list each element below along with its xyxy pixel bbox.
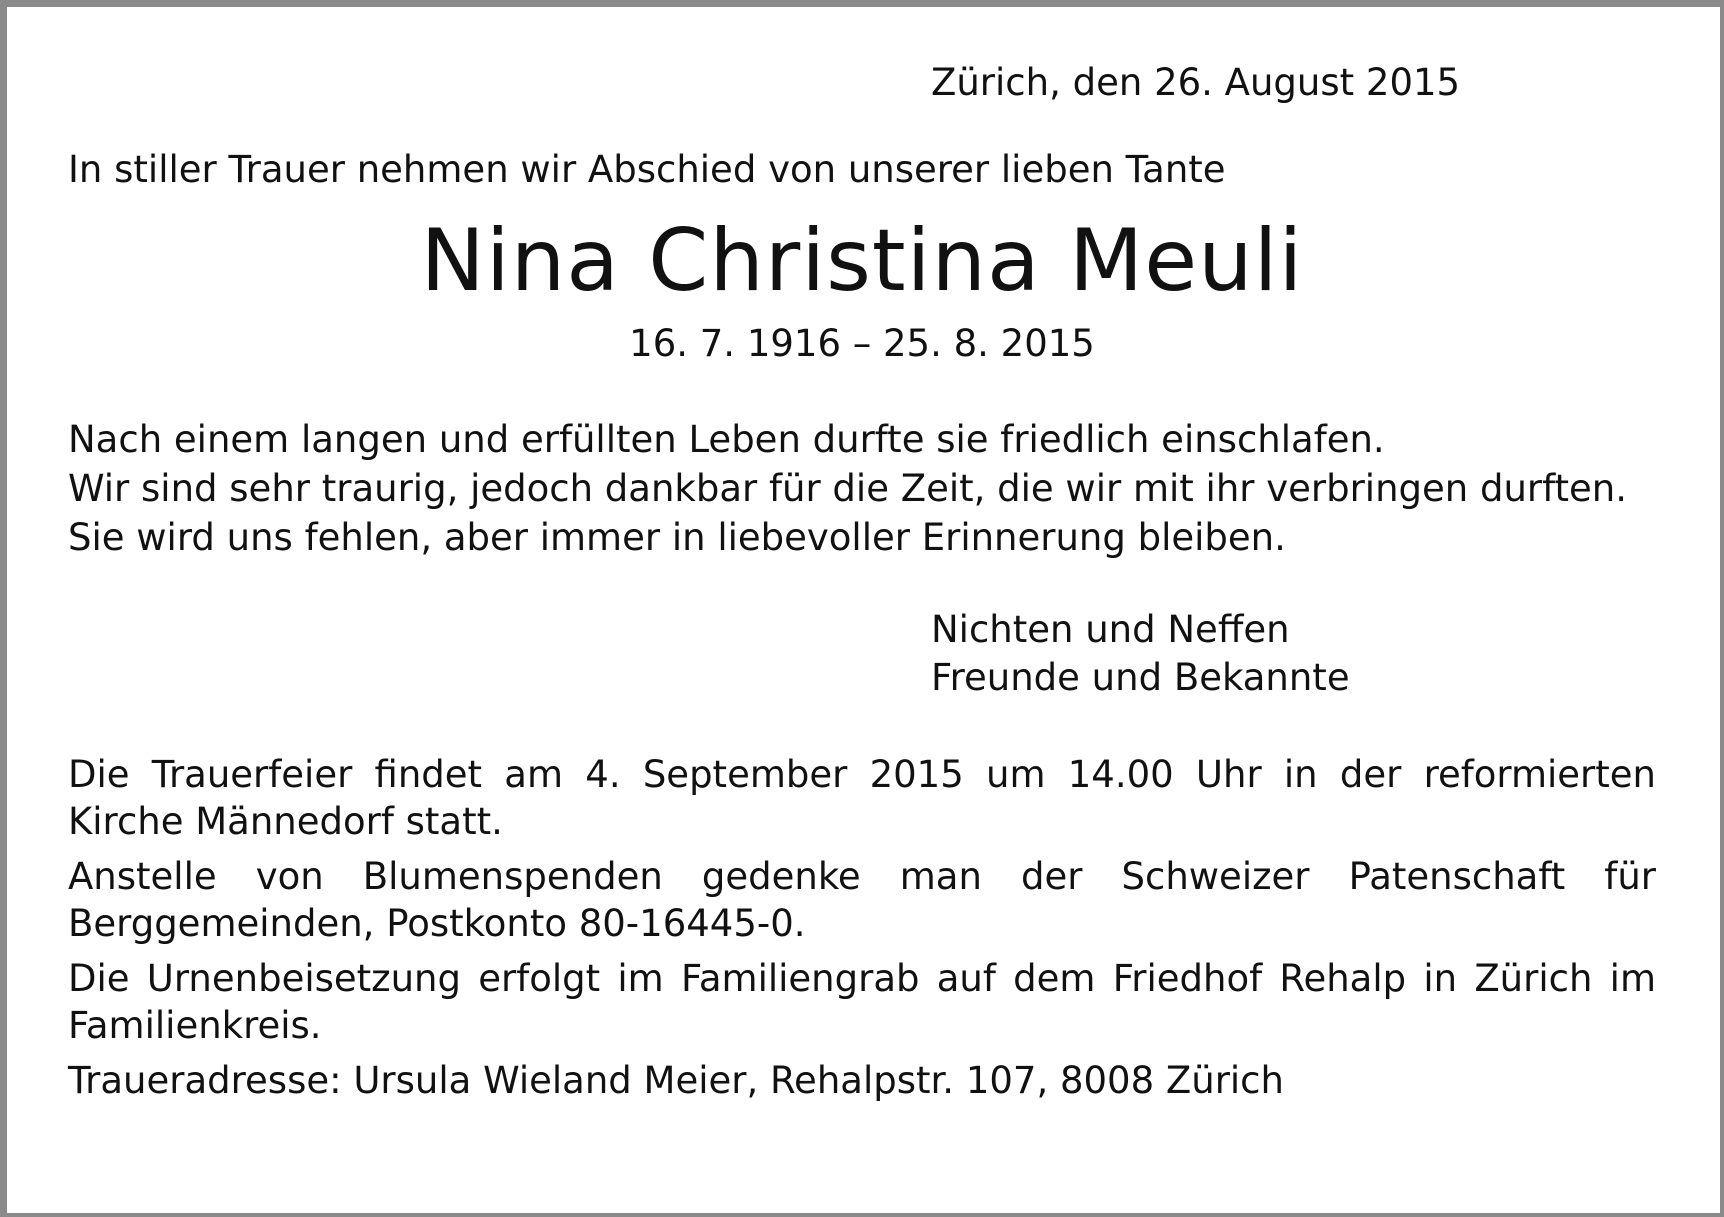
info-paragraph: Traueradresse: Ursula Wieland Meier, Rehalpstr. 107, 8008 Zürich	[68, 1059, 1284, 1102]
intro-text: In stiller Trauer nehmen wir Abschied von unserer lieben Tante	[68, 148, 1226, 191]
info-paragraph: Die Trauerfeier findet am 4. September 2015 um 14.00 Uhr in der reformierten Kirche Männedorf statt.	[68, 753, 1656, 843]
signer-line: Nichten und Neffen	[931, 608, 1290, 651]
deceased-name: Nina Christina Meuli	[420, 211, 1304, 311]
ceremony-info	[68, 751, 1656, 1104]
message-line: Nach einem langen und erfüllten Leben durfte sie friedlich einschlafen.	[68, 418, 1385, 461]
lifespan-dates: 16. 7. 1916 – 25. 8. 2015	[629, 322, 1095, 365]
message-block	[68, 415, 1656, 562]
message-line: Wir sind sehr traurig, jedoch dankbar für die Zeit, die wir mit ihr verbringen durften. Sie wird uns fehlen, aber immer in liebevoller Erinnerung bleiben.	[68, 467, 1628, 559]
signer-line: Freunde und Bekannte	[931, 656, 1350, 699]
obituary-notice	[68, 58, 1656, 1112]
signers-block	[931, 606, 1656, 702]
info-paragraph: Die Urnenbeisetzung erfolgt im Familiengrab auf dem Friedhof Rehalp in Zürich im Familienkreis.	[68, 957, 1656, 1047]
place-date: Zürich, den 26. August 2015	[931, 61, 1461, 104]
info-paragraph: Anstelle von Blumenspenden gedenke man der Schweizer Patenschaft für Berggemeinden, Postkonto 80-16445-0.	[68, 855, 1656, 945]
